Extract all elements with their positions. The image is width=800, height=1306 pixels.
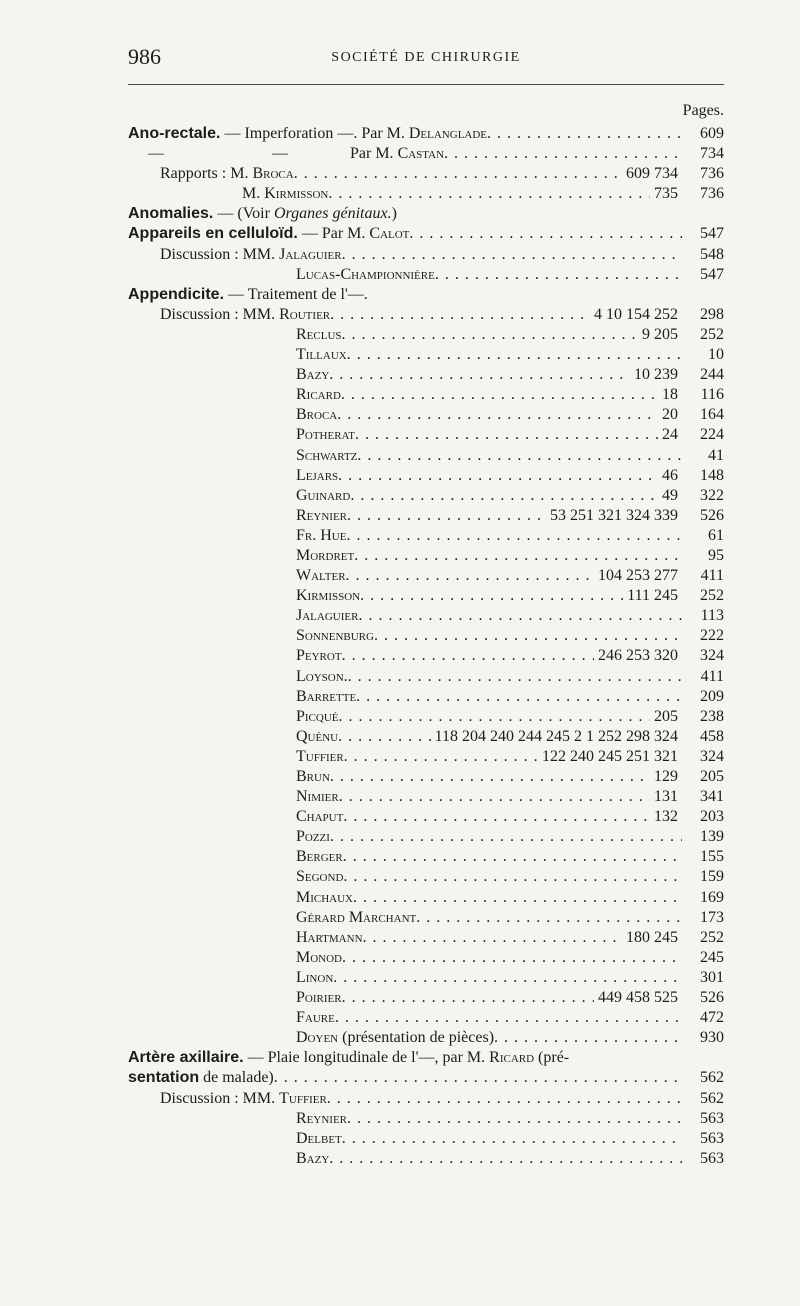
page-refs: 449 458 525 <box>598 989 678 1007</box>
running-title: SOCIÉTÉ DE CHIRURGIE <box>331 50 521 65</box>
index-entry <box>128 626 724 646</box>
index-entry <box>128 566 724 586</box>
leader-dots <box>342 948 682 968</box>
leader-dots <box>337 405 658 425</box>
page-refs: 180 245 <box>626 928 678 946</box>
index-entry <box>128 727 724 747</box>
author-name: Barrette <box>296 687 357 705</box>
author-name: Bazy <box>296 1149 330 1167</box>
index-entry <box>128 526 724 546</box>
page-ref: 41 <box>708 446 724 464</box>
page-refs: 24 <box>662 426 678 444</box>
page-ref: 411 <box>700 667 724 685</box>
author-name: Michaux <box>296 888 354 906</box>
author-name: Jalaguier <box>296 607 359 625</box>
index-entry <box>128 486 724 506</box>
page-number: 986 <box>128 44 161 69</box>
author-name: Bazy <box>296 366 330 384</box>
leader-dots <box>354 546 682 566</box>
author-name: Potherat <box>296 426 356 444</box>
leader-dots <box>350 486 658 506</box>
page-ref: 10 <box>708 346 724 364</box>
author-name: Loyson. <box>296 667 348 685</box>
page-ref: 148 <box>700 466 724 484</box>
page-ref: 526 <box>700 506 724 524</box>
leader-dots <box>327 1089 682 1109</box>
page-ref: 164 <box>700 406 724 424</box>
leader-dots <box>363 928 622 948</box>
leader-dots <box>342 1129 682 1149</box>
author-name: Reclus <box>296 325 342 343</box>
index-entry <box>128 707 724 727</box>
index-entry <box>128 767 724 787</box>
index-entry <box>128 1149 724 1169</box>
page-refs: 10 239 <box>634 366 678 384</box>
index-entry <box>128 888 724 908</box>
index-entry: Appareils en celluloïd. — Par M. Calot . . . 547 <box>128 224 724 244</box>
index-entry: Anomalies. — (Voir Organes génitaux.) <box>128 205 397 223</box>
page-ref: 563 <box>700 1109 724 1127</box>
index-entry <box>128 345 724 365</box>
page-ref: 222 <box>700 627 724 645</box>
index-entry <box>128 988 724 1008</box>
author-name: Pozzi <box>296 828 330 846</box>
leader-dots <box>339 707 650 727</box>
leader-dots <box>329 365 630 385</box>
index-entry <box>128 385 724 405</box>
page-ref: 113 <box>700 607 724 625</box>
page-ref: 244 <box>700 366 724 384</box>
leader-dots <box>494 1028 682 1048</box>
leader-dots <box>360 586 623 606</box>
author-name: Sonnenburg <box>296 627 374 645</box>
author-name: Ricard <box>296 386 341 404</box>
header-rule <box>128 84 724 85</box>
author-name: Schwartz <box>296 446 358 464</box>
page-ref: 252 <box>700 325 724 343</box>
page-refs: 111 245 <box>627 587 678 605</box>
page-ref: 548 <box>700 245 724 263</box>
page-ref: 547 <box>700 225 724 243</box>
leader-dots <box>330 767 650 787</box>
author-name: Doyen <box>296 1029 339 1047</box>
page-ref: 609 <box>700 125 724 142</box>
entry-heading: Artère axillaire. <box>128 1049 244 1067</box>
entry-heading: Ano-rectale. <box>128 125 221 142</box>
leader-dots <box>346 526 682 546</box>
page-ref: 341 <box>700 788 724 806</box>
page-ref: 203 <box>700 808 724 826</box>
page-refs: 246 253 320 <box>598 647 678 665</box>
index-entry <box>128 325 724 345</box>
page-ref: 245 <box>700 948 724 966</box>
leader-dots <box>342 988 594 1008</box>
page-ref: 930 <box>700 1029 724 1047</box>
page-ref: 563 <box>700 1149 724 1167</box>
author-name: Tuffier <box>279 1089 327 1107</box>
author-name: Chaput <box>296 808 344 826</box>
page-refs: 118 204 240 244 245 2 1 252 298 324 <box>434 727 678 745</box>
index-entry <box>128 1109 724 1129</box>
index-entry <box>128 425 724 445</box>
index-entry <box>128 506 724 526</box>
leader-dots <box>339 787 650 807</box>
author-name: Tillaux <box>296 346 347 364</box>
index-entry: Rapports : M. Broca . . . 609 734 736 <box>128 164 724 184</box>
author-name: Peyrot <box>296 647 342 665</box>
page-ref: 562 <box>700 1069 724 1087</box>
index-entry <box>128 807 724 827</box>
page-ref: 526 <box>700 989 724 1007</box>
author-name: Reynier <box>296 506 347 524</box>
leader-dots <box>343 847 682 867</box>
page-ref: 563 <box>700 1129 724 1147</box>
index-entry <box>128 646 724 666</box>
leader-dots <box>487 124 682 144</box>
page-refs: 131 <box>654 788 678 806</box>
index-entry <box>128 365 724 385</box>
leader-dots <box>335 1008 682 1028</box>
page-ref: 736 <box>700 185 724 203</box>
index-entry: Artère axillaire. — Plaie longitudinale de l'—, par M. Ricard (pré- <box>128 1049 570 1067</box>
page-ref: 139 <box>700 828 724 846</box>
page-ref: 209 <box>700 687 724 705</box>
page-ref: 173 <box>700 908 724 926</box>
leader-dots <box>330 827 682 847</box>
index-entry <box>128 968 724 988</box>
page-ref: 301 <box>700 968 724 986</box>
index-entry <box>128 1008 724 1028</box>
author-name: Faure <box>296 1009 335 1027</box>
leader-dots <box>444 144 682 164</box>
leader-dots <box>294 164 622 184</box>
index-entry: M. Kirmisson . . . 735 736 <box>128 184 724 204</box>
page-ref: 95 <box>708 546 724 564</box>
author-name: Linon <box>296 968 334 986</box>
leader-dots <box>353 888 682 908</box>
page-ref: 252 <box>700 928 724 946</box>
entry-heading: Appareils en celluloïd. <box>128 225 298 243</box>
leader-dots <box>346 566 594 586</box>
page-ref: 159 <box>700 868 724 886</box>
page-refs: 4 10 154 252 <box>594 305 678 323</box>
page-ref: 205 <box>700 768 724 785</box>
index-entry <box>128 586 724 606</box>
page-refs: 46 <box>662 466 678 484</box>
leader-dots <box>342 646 594 666</box>
author-name: Quénu <box>296 727 339 745</box>
page-ref: 562 <box>700 1089 724 1107</box>
page-refs: 104 253 277 <box>598 567 678 585</box>
leader-dots <box>329 1149 682 1169</box>
entry-heading: Anomalies. <box>128 205 214 223</box>
page-ref: 155 <box>700 848 724 866</box>
index-entry: Ano-rectale. — Imperforation —. Par M. Delanglade . . . 609 <box>128 124 724 144</box>
index-entry <box>128 687 724 707</box>
author-name: Monod <box>296 948 343 966</box>
author-name: Kirmisson <box>296 587 361 605</box>
page-ref: 169 <box>700 888 724 906</box>
leader-dots <box>341 385 658 405</box>
index-entry <box>128 1129 724 1149</box>
page-refs: 609 734 <box>626 165 678 183</box>
author-name: Castan <box>397 145 445 163</box>
leader-dots <box>357 446 682 466</box>
author-name: Fr. Hue <box>296 526 347 544</box>
page-refs: 49 <box>662 486 678 504</box>
author-name: Delbet <box>296 1129 342 1147</box>
index-entry <box>128 847 724 867</box>
index-entry: Appendicite. — Traitement de l'—. <box>128 285 368 303</box>
index-entry <box>128 928 724 948</box>
index-entry: Discussion : MM. Routier . . . 4 10 154 252 298 <box>128 305 724 325</box>
leader-dots <box>355 425 658 445</box>
entry-heading: Appendicite. <box>128 285 225 303</box>
index-entry <box>128 606 724 626</box>
author-name: Delanglade <box>408 125 488 142</box>
leader-dots <box>342 325 638 345</box>
index-entry: — — Par M. Castan . . . 734 <box>128 144 724 164</box>
leader-dots <box>435 265 682 285</box>
appendicite-discussants <box>128 325 724 1028</box>
author-name: Lucas-Championnière <box>296 265 435 283</box>
index-entry <box>128 908 724 928</box>
author-name: Mordret <box>296 546 355 564</box>
author-name: Tuffier <box>296 747 344 765</box>
page-refs: 9 205 <box>642 325 678 343</box>
author-name: Hartmann <box>296 928 363 946</box>
leader-dots <box>347 345 682 365</box>
index-entry: Discussion : MM. Tuffier . . . 562 <box>128 1089 724 1109</box>
index-entry <box>128 827 724 847</box>
page-ref: 298 <box>700 305 724 323</box>
leader-dots <box>333 968 682 988</box>
leader-dots <box>330 305 590 325</box>
author-name: Segond <box>296 868 344 886</box>
page-refs: 735 <box>654 185 678 203</box>
author-name: Broca <box>296 406 338 424</box>
leader-dots <box>358 606 682 626</box>
author-name: Broca <box>252 165 294 183</box>
leader-dots <box>409 224 682 244</box>
author-name: Nimier <box>296 788 339 806</box>
author-name: Ricard <box>489 1049 535 1067</box>
author-name: Jalaguier <box>279 245 342 263</box>
page-ref: 547 <box>700 265 724 283</box>
page-ref: 736 <box>700 165 724 183</box>
author-name: Picqué <box>296 707 339 725</box>
leader-dots <box>416 908 682 928</box>
page-refs: 122 240 245 251 321 <box>542 747 678 765</box>
page-ref: 61 <box>708 526 724 544</box>
index-entry <box>128 546 724 566</box>
leader-dots <box>356 687 682 707</box>
leader-dots <box>338 466 658 486</box>
author-name: Gérard Marchant <box>296 908 417 926</box>
author-name: Calot <box>369 225 410 243</box>
author-name: Berger <box>296 848 343 866</box>
leader-dots <box>348 667 682 687</box>
page-ref: 116 <box>700 386 724 404</box>
page-ref: 472 <box>700 1009 724 1027</box>
leader-dots <box>347 506 546 526</box>
page-ref: 324 <box>700 647 724 665</box>
index-entry <box>128 948 724 968</box>
page-ref: 324 <box>700 747 724 765</box>
leader-dots <box>274 1068 682 1088</box>
author-name: Poirier <box>296 989 342 1007</box>
index-entry: sentation de malade) . . . 562 <box>128 1068 724 1088</box>
artere-discussants <box>128 1109 724 1169</box>
author-name: Walter <box>296 567 346 585</box>
leader-dots <box>374 626 682 646</box>
pages-column-label: Pages. <box>682 102 724 119</box>
index-entry <box>128 867 724 887</box>
leader-dots <box>342 245 682 265</box>
page-refs: 205 <box>654 707 678 725</box>
index-entry <box>128 446 724 466</box>
author-name: Guinard <box>296 486 351 504</box>
index-entry <box>128 265 724 285</box>
page-header <box>128 44 724 72</box>
index-entry <box>128 667 724 687</box>
leader-dots <box>347 1109 682 1129</box>
page-ref: 252 <box>700 587 724 605</box>
page-refs: 53 251 321 324 339 <box>550 506 678 524</box>
author-name: Reynier <box>296 1109 347 1127</box>
page-refs: 132 <box>654 808 678 826</box>
author-name: Routier <box>279 305 331 323</box>
index-entry: Doyen (présentation de pièces) . . . 930 <box>128 1028 724 1048</box>
index-entry <box>128 466 724 486</box>
page-refs: 129 <box>654 768 678 785</box>
page-ref: 734 <box>700 145 724 163</box>
leader-dots <box>328 184 650 204</box>
leader-dots <box>338 727 430 747</box>
page-refs: 18 <box>662 386 678 404</box>
leader-dots <box>344 747 538 767</box>
author-name: Kirmisson <box>264 185 329 203</box>
author-name: Lejars <box>296 466 339 484</box>
index-entry <box>128 405 724 425</box>
index-entry <box>128 787 724 807</box>
leader-dots <box>343 867 682 887</box>
page-ref: 322 <box>700 486 724 504</box>
index-content <box>128 124 724 1169</box>
page-ref: 458 <box>700 727 724 745</box>
page-ref: 238 <box>700 707 724 725</box>
index-entry: Discussion : MM. Jalaguier . . . 548 <box>128 245 724 265</box>
page-refs: 20 <box>662 406 678 424</box>
leader-dots <box>343 807 650 827</box>
page-ref: 224 <box>700 426 724 444</box>
page-ref: 411 <box>700 567 724 585</box>
index-entry <box>128 747 724 767</box>
author-name: Brun <box>296 768 330 785</box>
